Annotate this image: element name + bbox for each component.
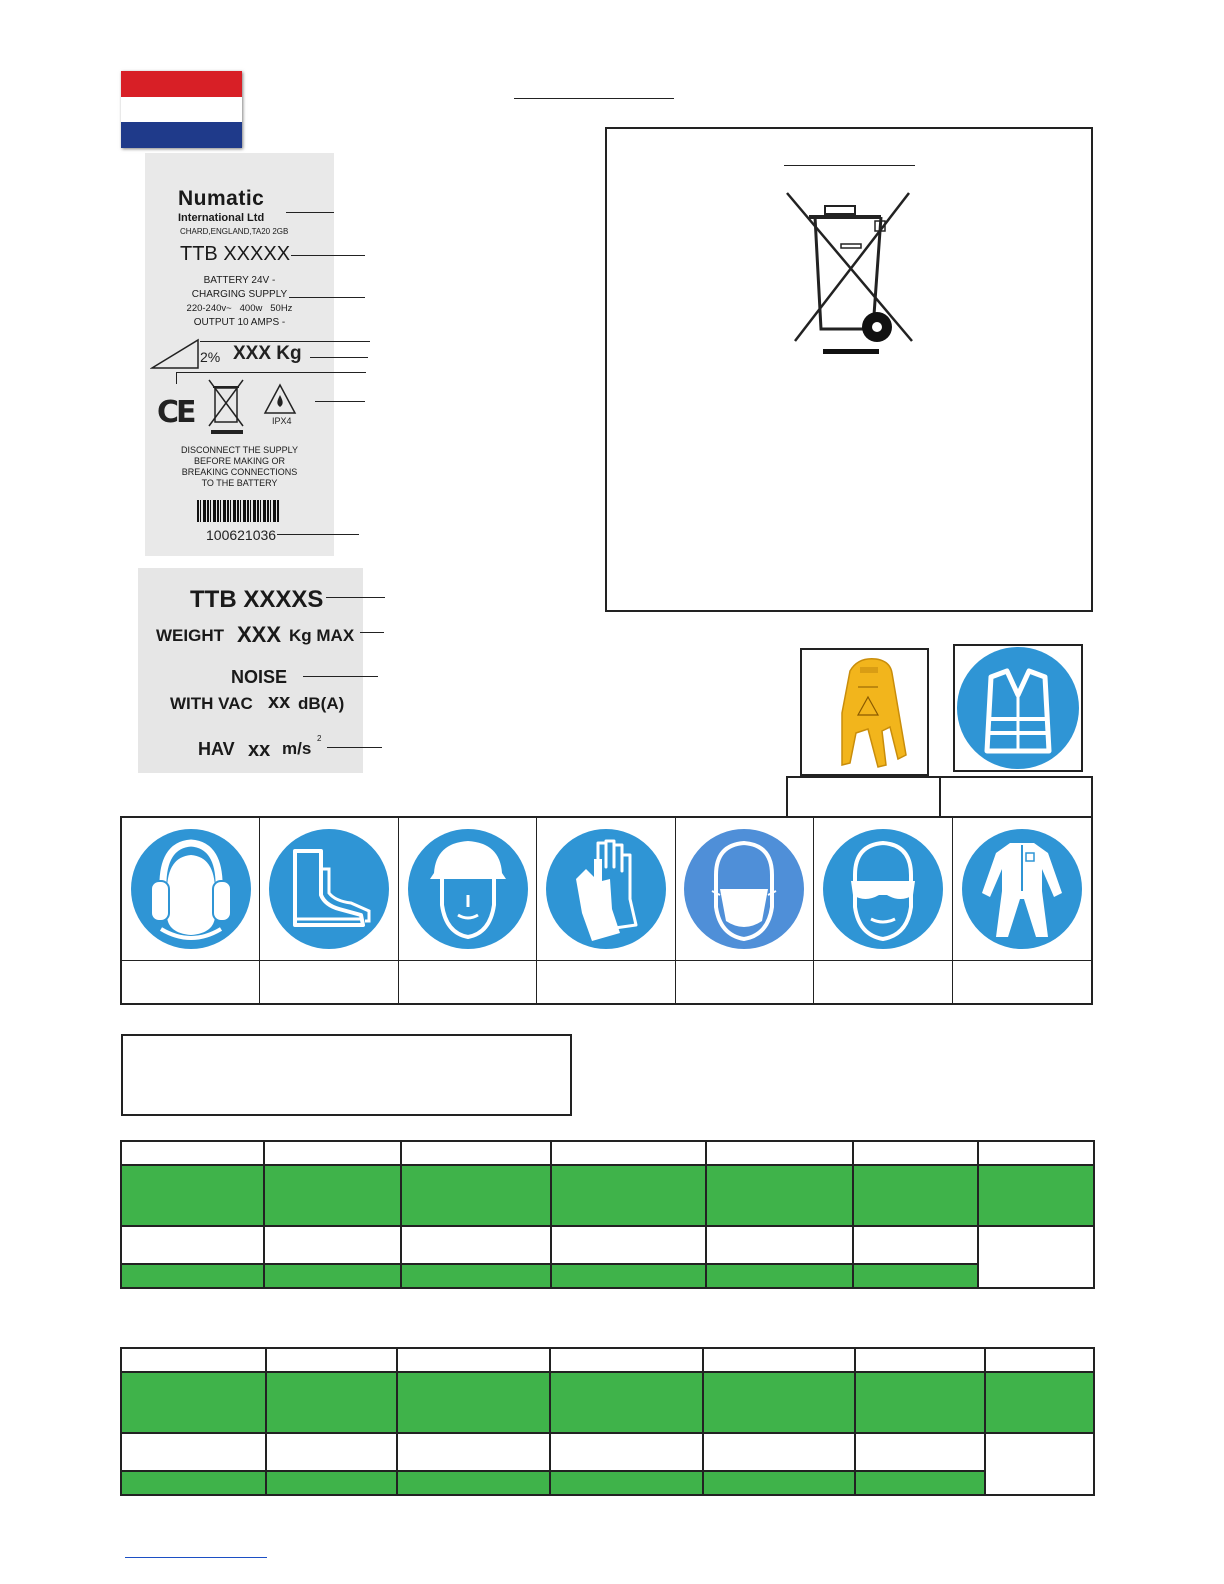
hi-vis-vest-box bbox=[953, 644, 1083, 772]
company-address: CHARD,ENGLAND,TA20 2GB bbox=[180, 227, 289, 236]
spec-model: TTB XXXXS bbox=[190, 586, 324, 613]
hi-vis-vest-icon bbox=[957, 647, 1079, 769]
spec-table-1 bbox=[120, 1140, 1095, 1289]
safety-boots-icon bbox=[269, 829, 389, 949]
table-cell bbox=[401, 1141, 551, 1165]
hav-unit: m/s bbox=[282, 739, 312, 758]
table-cell bbox=[855, 1372, 985, 1433]
table-cell bbox=[121, 1348, 266, 1372]
callout-line bbox=[286, 212, 334, 213]
battery-line: CHARGING SUPPLY bbox=[191, 289, 288, 300]
ppe-cell-ear bbox=[122, 818, 260, 1003]
table-cell bbox=[266, 1471, 397, 1495]
table-cell bbox=[264, 1165, 401, 1226]
callout-line bbox=[315, 401, 365, 402]
table-cell bbox=[706, 1141, 853, 1165]
brand-name: Numatic bbox=[178, 187, 265, 210]
ppe-cell-glasses bbox=[814, 818, 952, 1003]
table-cell bbox=[853, 1141, 978, 1165]
weight-suffix: Kg MAX bbox=[289, 626, 355, 645]
table-cell bbox=[703, 1433, 855, 1471]
footer-link[interactable] bbox=[125, 1557, 267, 1558]
callout-line bbox=[327, 747, 382, 748]
table-cell bbox=[853, 1226, 978, 1264]
table-cell bbox=[855, 1433, 985, 1471]
wet-floor-sign-icon bbox=[828, 653, 908, 771]
table-cell bbox=[121, 1165, 264, 1226]
sign-caption-box bbox=[786, 776, 941, 818]
note-box bbox=[121, 1034, 572, 1116]
noise-prefix: WITH VAC bbox=[170, 694, 253, 713]
table-cell bbox=[121, 1264, 264, 1288]
table-cell bbox=[706, 1226, 853, 1264]
noise-title: NOISE bbox=[231, 667, 288, 687]
table-cell bbox=[985, 1372, 1094, 1433]
table-cell bbox=[397, 1471, 550, 1495]
table-cell bbox=[985, 1433, 1094, 1495]
weight-value: XXX Kg bbox=[233, 343, 302, 364]
table-cell bbox=[266, 1433, 397, 1471]
table-cell bbox=[855, 1348, 985, 1372]
table-cell bbox=[266, 1348, 397, 1372]
vest-caption-box bbox=[939, 776, 1093, 818]
hav-exponent: 2 bbox=[317, 734, 322, 743]
table-cell bbox=[855, 1471, 985, 1495]
wet-floor-sign-box bbox=[800, 648, 929, 776]
ppe-cell-overalls bbox=[953, 818, 1091, 1003]
table-cell bbox=[703, 1348, 855, 1372]
table-cell bbox=[550, 1372, 703, 1433]
table-cell bbox=[706, 1264, 853, 1288]
disposal-info-box bbox=[605, 127, 1093, 612]
table-cell bbox=[550, 1471, 703, 1495]
warning-line: BREAKING CONNECTIONS bbox=[181, 467, 298, 477]
ppe-cell-helmet bbox=[399, 818, 537, 1003]
callout-line bbox=[289, 297, 365, 298]
table-cell bbox=[703, 1471, 855, 1495]
noise-unit: dB(A) bbox=[298, 694, 345, 713]
callout-line bbox=[326, 597, 385, 598]
table-cell bbox=[551, 1141, 706, 1165]
ppe-cell-boots bbox=[260, 818, 398, 1003]
dust-mask-icon bbox=[684, 829, 804, 949]
callout-line bbox=[303, 676, 378, 677]
gloves-icon bbox=[546, 829, 666, 949]
table-cell bbox=[978, 1165, 1094, 1226]
table-cell bbox=[397, 1433, 550, 1471]
model-number: TTB XXXXX bbox=[180, 243, 291, 265]
overalls-icon bbox=[962, 829, 1082, 949]
ppe-cell-gloves bbox=[537, 818, 675, 1003]
warning-line: TO THE BATTERY bbox=[201, 478, 278, 488]
table-cell bbox=[401, 1226, 551, 1264]
table-cell bbox=[985, 1348, 1094, 1372]
table-cell bbox=[551, 1264, 706, 1288]
table-cell bbox=[401, 1264, 551, 1288]
table-cell bbox=[121, 1433, 266, 1471]
crossed-bin-icon bbox=[785, 189, 915, 359]
weight-value: XXX bbox=[237, 622, 282, 647]
hard-hat-icon bbox=[408, 829, 528, 949]
spec-table-2 bbox=[120, 1347, 1095, 1496]
noise-value: xx bbox=[268, 691, 291, 713]
table-cell bbox=[264, 1264, 401, 1288]
warning-line: BEFORE MAKING OR bbox=[193, 456, 285, 466]
company-name: International Ltd bbox=[178, 212, 265, 224]
ppe-cell-mask bbox=[676, 818, 814, 1003]
table-cell bbox=[550, 1348, 703, 1372]
ppe-icons-table bbox=[120, 816, 1093, 1005]
table-cell bbox=[397, 1372, 550, 1433]
callout-line bbox=[200, 341, 370, 342]
rating-plate bbox=[145, 153, 334, 556]
table-cell bbox=[551, 1165, 706, 1226]
table-cell bbox=[853, 1165, 978, 1226]
battery-line: OUTPUT 10 AMPS - bbox=[193, 317, 286, 328]
table-cell bbox=[550, 1433, 703, 1471]
serial-number: 100621036 bbox=[206, 527, 277, 543]
ear-protection-icon bbox=[131, 829, 251, 949]
hav-prefix: HAV bbox=[198, 739, 235, 759]
ce-mark: CE bbox=[157, 395, 194, 430]
battery-line: BATTERY 24V - bbox=[203, 275, 276, 286]
title-underline bbox=[514, 98, 674, 99]
callout-line bbox=[291, 255, 365, 256]
table-cell bbox=[266, 1372, 397, 1433]
table-cell bbox=[264, 1226, 401, 1264]
table-cell bbox=[853, 1264, 978, 1288]
table-cell bbox=[978, 1141, 1094, 1165]
callout-line bbox=[176, 372, 366, 373]
disposal-heading-underline bbox=[784, 165, 915, 166]
table-cell bbox=[551, 1226, 706, 1264]
table-cell bbox=[121, 1372, 266, 1433]
warning-line: DISCONNECT THE SUPPLY bbox=[180, 445, 299, 455]
slope-icon bbox=[150, 338, 200, 370]
weight-prefix: WEIGHT bbox=[156, 626, 224, 645]
battery-line: 220-240v~ 400w 50Hz bbox=[186, 303, 293, 314]
safety-glasses-icon bbox=[823, 829, 943, 949]
slope-value: 2% bbox=[200, 349, 221, 365]
callout-line bbox=[360, 632, 384, 633]
table-cell bbox=[121, 1471, 266, 1495]
ipx-rating: IPX4 bbox=[272, 416, 292, 426]
table-cell bbox=[397, 1348, 550, 1372]
table-cell bbox=[401, 1165, 551, 1226]
callout-line bbox=[310, 357, 368, 358]
table-cell bbox=[703, 1372, 855, 1433]
netherlands-flag bbox=[121, 71, 242, 148]
hav-value: xx bbox=[248, 739, 271, 761]
barcode bbox=[197, 500, 279, 522]
callout-line bbox=[277, 534, 359, 535]
spec-plate bbox=[138, 568, 363, 773]
table-cell bbox=[121, 1226, 264, 1264]
table-cell bbox=[264, 1141, 401, 1165]
weee-bin-icon bbox=[205, 378, 249, 436]
table-cell bbox=[706, 1165, 853, 1226]
table-cell bbox=[121, 1141, 264, 1165]
callout-line bbox=[176, 372, 177, 384]
table-cell bbox=[978, 1226, 1094, 1288]
